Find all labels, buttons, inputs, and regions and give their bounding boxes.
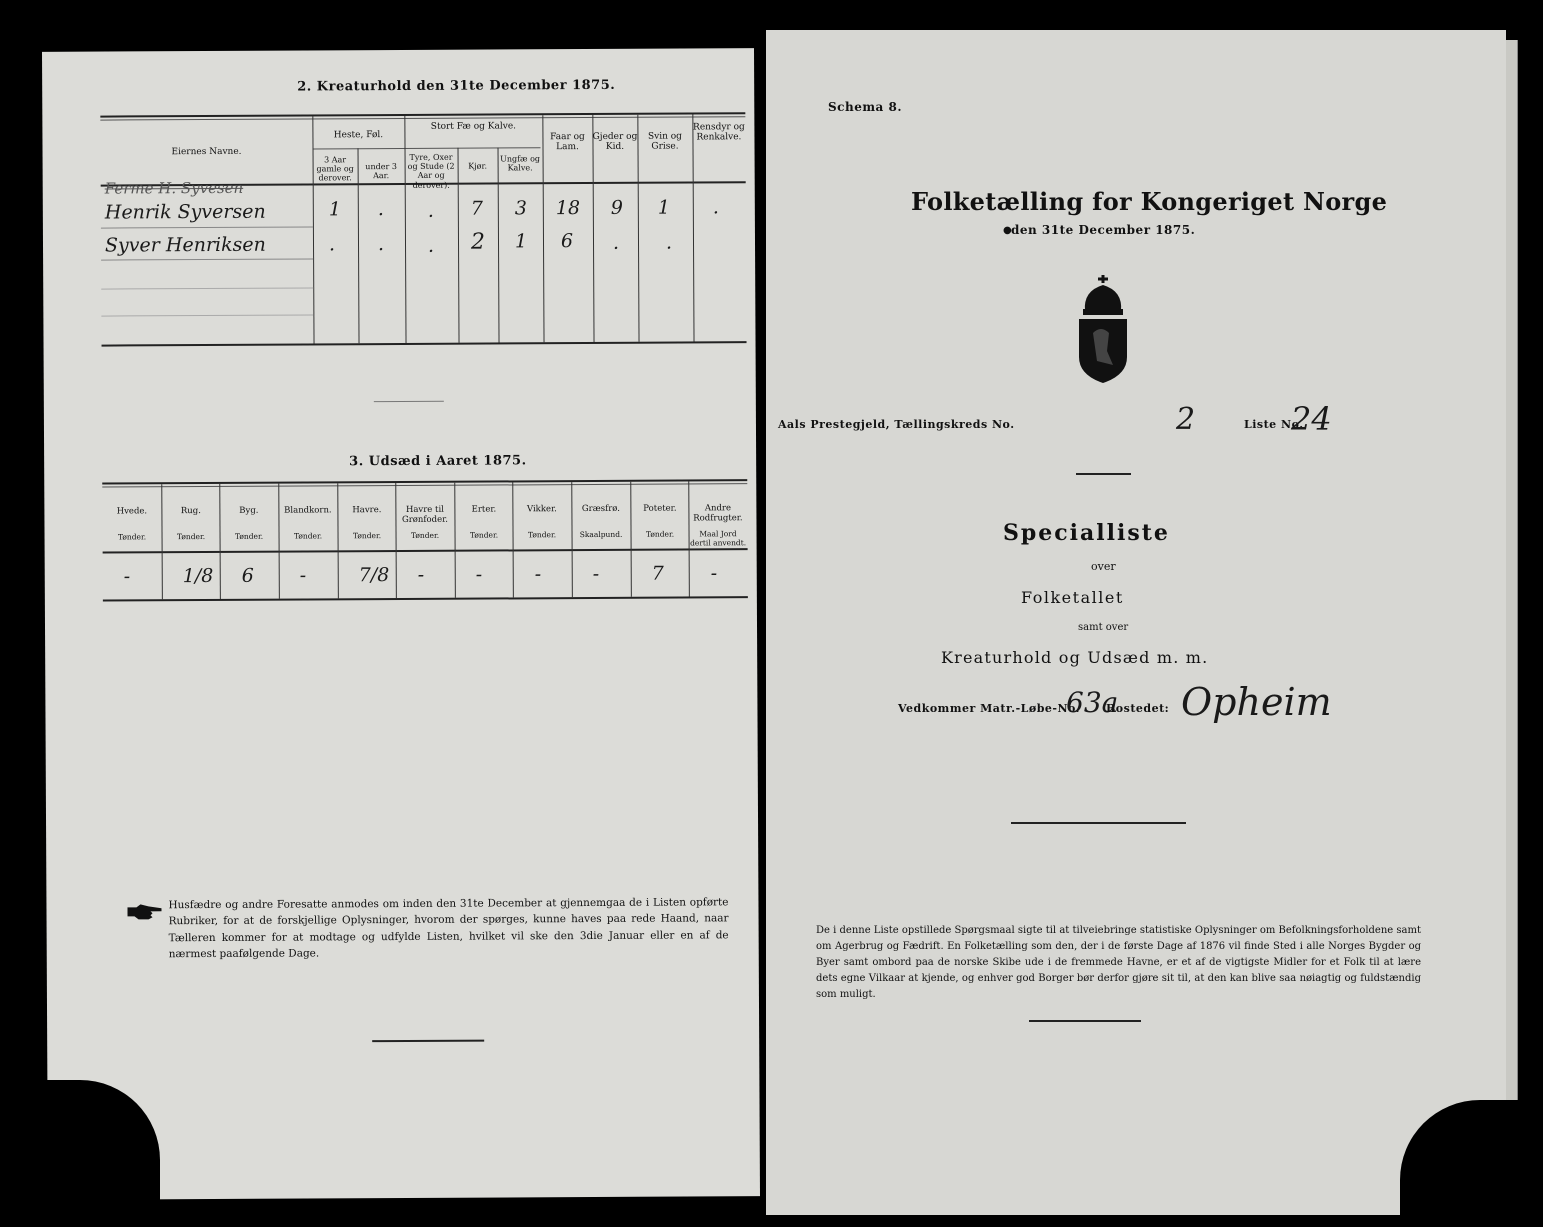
folketallet-text: Folketallet <box>1021 588 1124 607</box>
col-heste-old: 3 Aar gamle og derover. <box>316 155 354 183</box>
cell-faar: 6 <box>560 230 574 253</box>
cell-rensdyr: . <box>712 196 719 219</box>
owner-name: Syver Henriksen <box>104 233 266 257</box>
udsaed-unit: Skaalpund. <box>579 529 623 540</box>
udsaed-value: - <box>592 562 600 585</box>
main-title: Folketælling for Kongeriget Norge <box>911 187 1388 216</box>
col-faar: Faar og Lam. <box>550 132 585 153</box>
crossed-out-name: Ferme H. Syvesen <box>104 178 244 198</box>
samt-over-text: samt over <box>1078 622 1129 633</box>
udsaed-unit: Tønder. <box>527 530 557 540</box>
cell-ungfae: 3 <box>514 197 527 220</box>
udsaed-header: Erter. <box>471 504 497 515</box>
udsaed-value: 1/8 <box>182 564 214 588</box>
udsaed-unit: Maal Jord dertil anvendt. <box>690 529 747 548</box>
udsaed-header: Græsfrø. <box>581 503 620 515</box>
col-ungfae: Ungfæ og Kalve. <box>500 154 541 173</box>
tellingskreds-number: 2 <box>1176 402 1196 437</box>
udsaed-value: - <box>475 563 483 586</box>
udsaed-header: Rug. <box>180 506 201 517</box>
bostedet-label: Bostedet: <box>1106 702 1170 715</box>
udsaed-unit: Tønder. <box>645 529 675 539</box>
over-text: over <box>1091 560 1116 573</box>
udsaed-unit: Tønder. <box>410 530 440 540</box>
udsaed-header: Byg. <box>239 505 259 516</box>
col-svin: Svin og Grise. <box>647 131 682 153</box>
udsaed-unit: Tønder. <box>234 531 264 541</box>
udsaed-header: Havre. <box>352 505 382 516</box>
owner-name: Henrik Syversen <box>104 200 266 224</box>
instructions-notice: Husfædre og andre Foresatte anmodes om inden den 31te December at gjennemgaa de i Listen opførte Rubriker, for at de forskjellige Oplysninger, hvorom der spørges, kunne haves paa rede Haand, naar Tælleren kommer for at modtage og udfylde Listen, hvilket vil ske den 3die Januar eller en af de nærmest paafølgende Dage. <box>168 896 729 961</box>
udsaed-header: Vikker. <box>526 504 557 515</box>
udsaed-value: - <box>534 563 542 586</box>
udsaed-header: Poteter. <box>643 503 677 514</box>
udsaed-value: 7 <box>651 562 664 585</box>
udsaed-header: Hvede. <box>116 506 148 517</box>
section2-title: 2. Kreaturhold den 31te December 1875. <box>297 77 616 95</box>
right-page: Schema 8. Folketælling for Kongeriget Norge den 31te December 1875. ● Aals Prestegjeld, Tællingskreds No. 2 Liste No. 24 Specialliste over Folketallet samt over Kreaturhold og Udsæd m. m. Vedkommer Matr.-Løbe-No. 63a Bostedet: Opheim De i denne Liste opstillede Spørgsmaal sigte til at tilveiebringe statistiske Oplysninger om Befolkningsforholdene samt om Agerbrug og Fædrift. En Folketælling som den, der i de første Dage af 1876 vil finde Sted i alle Norges Bygder og Byer samt ombord paa de norske Skibe ude i de fremmede Havne, er et af de vigtigste Midler for et Folk til at lære dets egne Vilkaar at kjende, og enhver god Borger bør derfor gjøre sit til, at den kan blive saa nøiagtig og fuldstændig som muligt. <box>766 30 1506 1215</box>
cell-gjeder: . <box>612 231 620 254</box>
udsaed-unit: Tønder. <box>176 532 206 542</box>
cell-heste-young: . <box>377 198 384 221</box>
heste-header: Heste, Føl. <box>333 130 384 141</box>
cell-kjor: 2 <box>470 229 486 255</box>
udsaed-unit: Tønder. <box>117 532 147 542</box>
matr-number: 63a <box>1066 686 1119 719</box>
cell-svin: . <box>665 231 673 254</box>
cell-faar: 18 <box>555 197 581 220</box>
udsaed-header: Andre Rodfrugter. <box>693 503 743 524</box>
col-rensdyr: Rensdyr og Renkalve. <box>693 122 745 143</box>
udsaed-unit: Tønder. <box>469 530 499 540</box>
cell-kjor: 7 <box>470 197 483 220</box>
col-tyre: Tyre, Oxer og Stude (2 Aar og derover). <box>407 152 455 190</box>
udsaed-table <box>42 48 754 52</box>
section3-title: 3. Udsæd i Aaret 1875. <box>349 453 527 470</box>
cell-heste-old: 1 <box>328 198 341 221</box>
pointing-hand-icon <box>126 903 162 921</box>
col-kjor: Kjør. <box>468 161 488 171</box>
cell-svin: 1 <box>657 196 670 219</box>
udsaed-value: - <box>417 563 425 586</box>
stort-fae-header: Stort Fæ og Kalve. <box>430 121 517 132</box>
cell-tyre: . <box>427 234 435 257</box>
udsaed-value: - <box>299 564 307 587</box>
udsaed-value: 7/8 <box>358 564 390 587</box>
cell-gjeder: 9 <box>610 196 623 219</box>
udsaed-unit: Tønder. <box>293 531 323 541</box>
cell-heste-young: . <box>377 233 385 256</box>
footer-text: De i denne Liste opstillede Spørgsmaal sigte til at tilveiebringe statistiske Oplysninger om Befolkningsforholdene samt om Agerbrug og Fædrift. En Folketælling som den, der i de første Dage af 1876 vil finde Sted i alle Norges Bygder og Byer samt ombord paa de norske Skibe ude i de fremmede Havne, er et af de vigtigste Midler for et Folk til at lære dets egne Vilkaar at kjende, og enhver god Borger bør derfor gjøre sit til, at den kan blive saa nøiagtig og fuldstændig som muligt. <box>816 925 1421 1000</box>
parish-label: Aals Prestegjeld, Tællingskreds No. <box>778 418 1015 431</box>
cell-ungfae: 1 <box>514 230 528 253</box>
date-line: den 31te December 1875. <box>1011 223 1196 237</box>
udsaed-value: - <box>710 562 718 585</box>
cell-tyre: . <box>427 199 434 222</box>
kreaturhold-text: Kreaturhold og Udsæd m. m. <box>941 648 1209 667</box>
udsaed-header: Havre til Grønfoder. <box>401 504 448 525</box>
cell-heste-old: . <box>328 233 336 256</box>
left-page <box>42 48 760 1200</box>
schema-label: Schema 8. <box>828 100 903 114</box>
udsaed-value: - <box>123 565 131 588</box>
matr-label: Vedkommer Matr.-Løbe-No. <box>898 702 1080 715</box>
specialliste-title: Specialliste <box>1003 520 1170 546</box>
col-gjeder: Gjeder og Kid. <box>592 131 638 153</box>
col-heste-young: under 3 Aar. <box>365 162 397 181</box>
liste-number: 24 <box>1291 400 1332 438</box>
liste-label: Liste No. <box>1244 418 1304 431</box>
udsaed-header: Blandkorn. <box>284 505 332 516</box>
owner-header: Eiernes Navne. <box>171 146 242 158</box>
norway-coat-of-arms-icon <box>1071 273 1135 385</box>
udsaed-value: 6 <box>241 564 254 587</box>
bostedet-value: Opheim <box>1181 680 1332 724</box>
udsaed-unit: Tønder. <box>352 531 382 541</box>
